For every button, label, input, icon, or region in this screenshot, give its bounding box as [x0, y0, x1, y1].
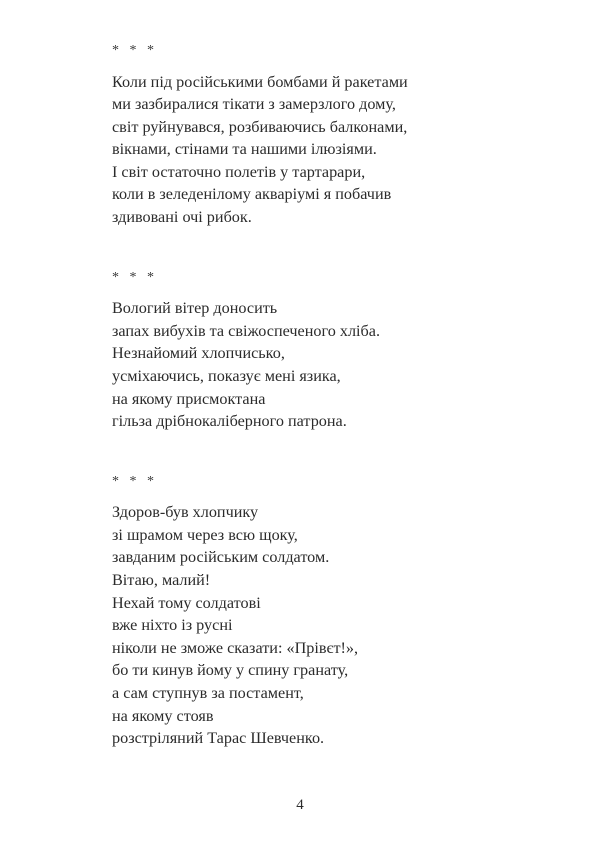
- poem-separator: * * *: [112, 473, 158, 489]
- poem-line: І світ остаточно полетів у тартарари,: [112, 162, 366, 181]
- poem-line: запах вибухів та свіжоспеченого хліба.: [112, 321, 380, 340]
- poem-line: Здоров-був хлопчику: [112, 503, 259, 522]
- poem-line: Коли під російськими бомбами й ракетами: [112, 72, 408, 91]
- poem-separator: * * *: [112, 43, 158, 58]
- page-number: 4: [296, 797, 304, 813]
- poem-line: завданим російським солдатом.: [112, 548, 330, 567]
- poem-line: здивовані очі рибок.: [112, 208, 252, 227]
- poem-line: ніколи не зможе сказати: «Прівєт!»,: [112, 638, 359, 657]
- poem-3: [112, 471, 512, 750]
- poem-line: ми зазбиралися тікати з замерзлого дому,: [112, 95, 396, 114]
- poem-line: усміхаючись, показує мені язика,: [112, 366, 341, 385]
- poem-line: Нехай тому солдатові: [112, 593, 261, 612]
- poem-line: вікнами, стінами та нашими ілюзіями.: [112, 140, 377, 159]
- poem-1: [112, 40, 512, 229]
- poem-line: розстріляний Тарас Шевченко.: [112, 729, 325, 748]
- poem-line: а сам ступнув за постамент,: [112, 683, 304, 702]
- poem-line: гільза дрібнокаліберного патрона.: [112, 412, 347, 431]
- poem-line: на якому присмоктана: [112, 389, 266, 408]
- poem-line: Вітаю, малий!: [112, 571, 211, 589]
- poem-line: Вологий вітер доносить: [112, 299, 278, 318]
- poem-line: на якому стояв: [112, 706, 214, 725]
- poem-line: вже ніхто із русні: [112, 616, 233, 635]
- poem-separator: * * *: [112, 269, 158, 285]
- poem-line: світ руйнувався, розбиваючись балконами,: [112, 117, 408, 136]
- poem-line: бо ти кинув йому у спину гранату,: [112, 661, 349, 680]
- poem-line: Незнайомий хлопчисько,: [112, 344, 285, 363]
- poem-line: зі шрамом через всю щоку,: [112, 525, 298, 544]
- poem-2: [112, 267, 512, 433]
- poem-line: коли в зеледенілому акваріумі я побачив: [112, 185, 392, 204]
- poem-container: [112, 40, 512, 750]
